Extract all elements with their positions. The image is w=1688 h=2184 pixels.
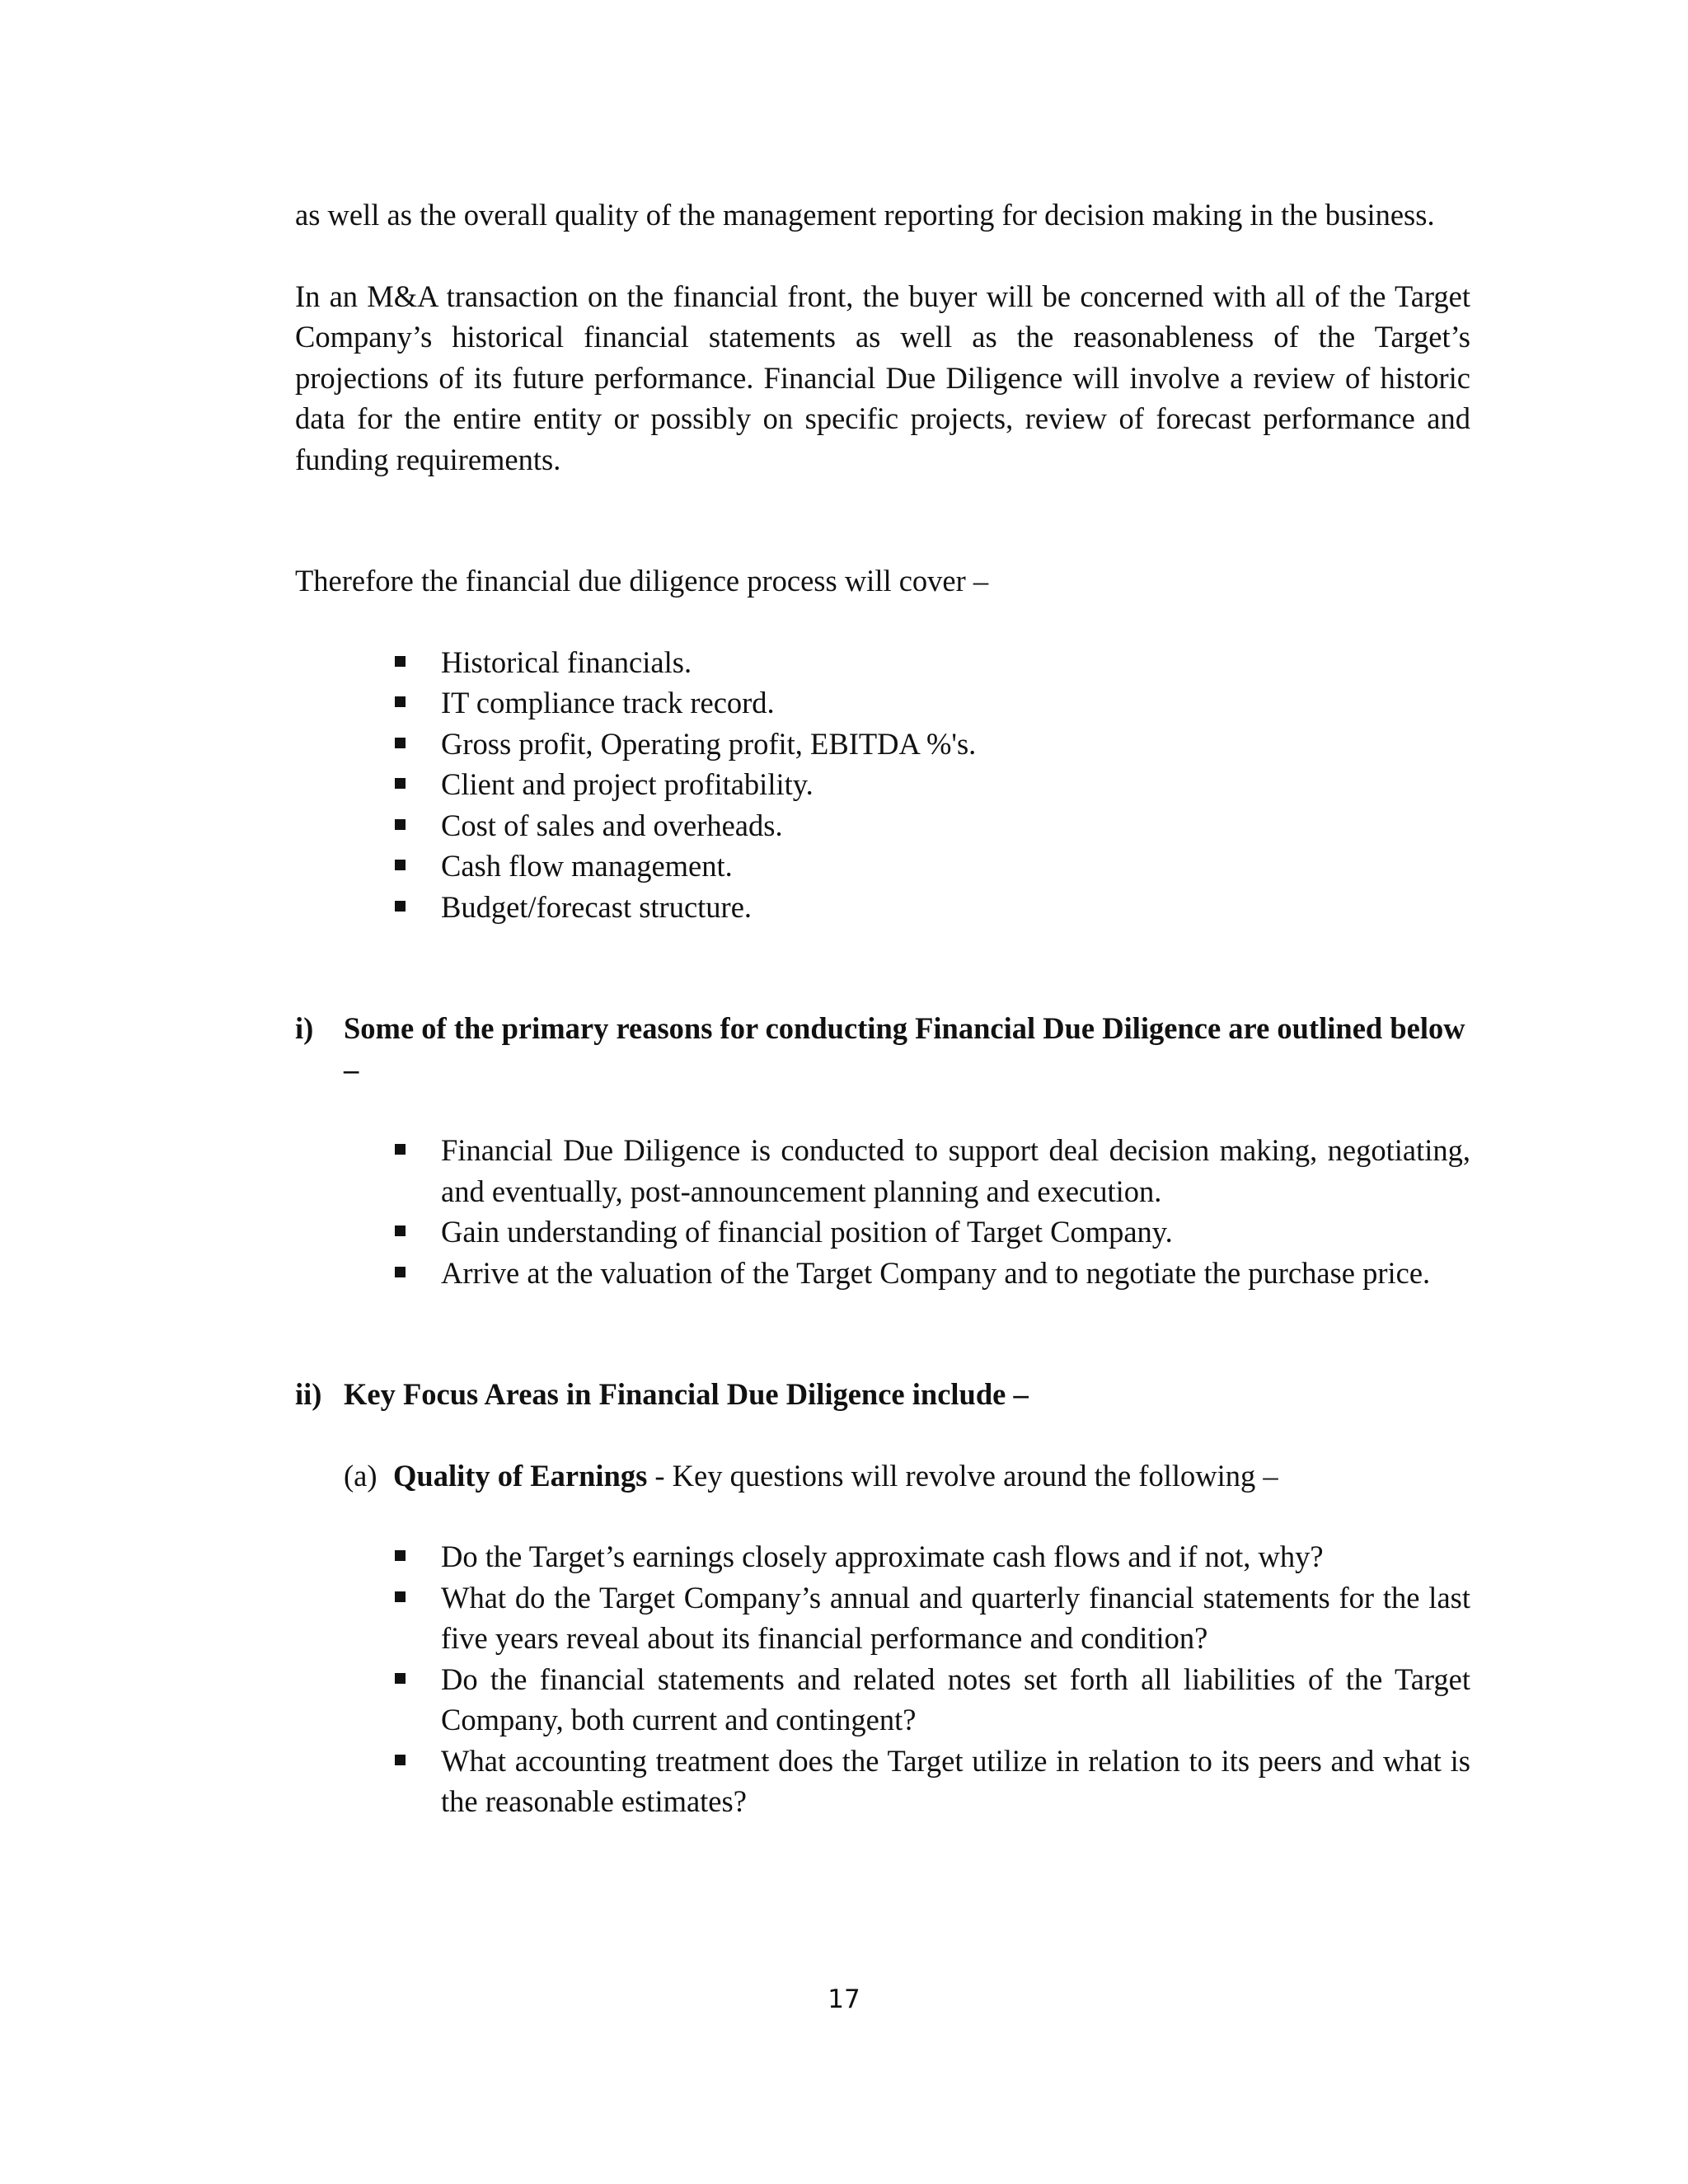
- sub-a-text: - Key questions will revolve around the following –: [647, 1458, 1278, 1493]
- list-item: Budget/forecast structure.: [441, 887, 1470, 928]
- list-item: What do the Target Company’s annual and quarterly financial statements for the last five years reveal about its financial performance and condition?: [441, 1577, 1470, 1659]
- section-i-heading: [295, 1008, 1470, 1090]
- section-ii-heading: [295, 1374, 1470, 1415]
- list-item: Financial Due Diligence is conducted to support deal decision making, negotiating, and eventually, post-announcement planning and execution.: [441, 1130, 1470, 1212]
- section-i-marker: i): [295, 1011, 314, 1045]
- list-item: Do the financial statements and related notes set forth all liabilities of the Target Company, both current and contingent?: [441, 1659, 1470, 1741]
- list-item: Gross profit, Operating profit, EBITDA %'s.: [441, 724, 1470, 765]
- section-ii-marker: ii): [295, 1377, 322, 1411]
- sub-a-list: [295, 1536, 1470, 1822]
- list-item: Cost of sales and overheads.: [441, 805, 1470, 846]
- section-i-title: Some of the primary reasons for conducting Financial Due Diligence are outlined below –: [344, 1011, 1465, 1086]
- list-item: Arrive at the valuation of the Target Company and to negotiate the purchase price.: [441, 1253, 1470, 1294]
- list-item: Cash flow management.: [441, 846, 1470, 887]
- section-ii-title: Key Focus Areas in Financial Due Diligence include –: [344, 1377, 1029, 1411]
- sub-a-marker: (a): [344, 1458, 377, 1493]
- sub-a-term: Quality of Earnings: [393, 1458, 648, 1493]
- list-item: Client and project profitability.: [441, 764, 1470, 805]
- list-item: IT compliance track record.: [441, 682, 1470, 724]
- list-item: Gain understanding of financial position of Target Company.: [441, 1212, 1470, 1253]
- intro-paragraph: In an M&A transaction on the financial front, the buyer will be concerned with all of the Target Company’s historical financial statements as well as the reasonableness of the Target’s projections of its future performance. Financial Due Diligence will involve a review of historic data for the entire entity or possibly on specific projects, review of forecast performance and funding requirements.: [295, 279, 1470, 476]
- list-item: Do the Target’s earnings closely approximate cash flows and if not, why?: [441, 1536, 1470, 1577]
- intro-continuation: as well as the overall quality of the management reporting for decision making in the business.: [295, 198, 1435, 232]
- list-item: What accounting treatment does the Target utilize in relation to its peers and what is the reasonable estimates?: [441, 1741, 1470, 1822]
- section-i-list: [295, 1130, 1470, 1293]
- page-content: [295, 194, 1470, 1822]
- sub-a-heading: [295, 1455, 1470, 1497]
- page-number: 17: [828, 1985, 860, 2014]
- coverage-lead: Therefore the financial due diligence process will cover –: [295, 564, 989, 598]
- coverage-list: [295, 642, 1470, 928]
- list-item: Historical financials.: [441, 642, 1470, 683]
